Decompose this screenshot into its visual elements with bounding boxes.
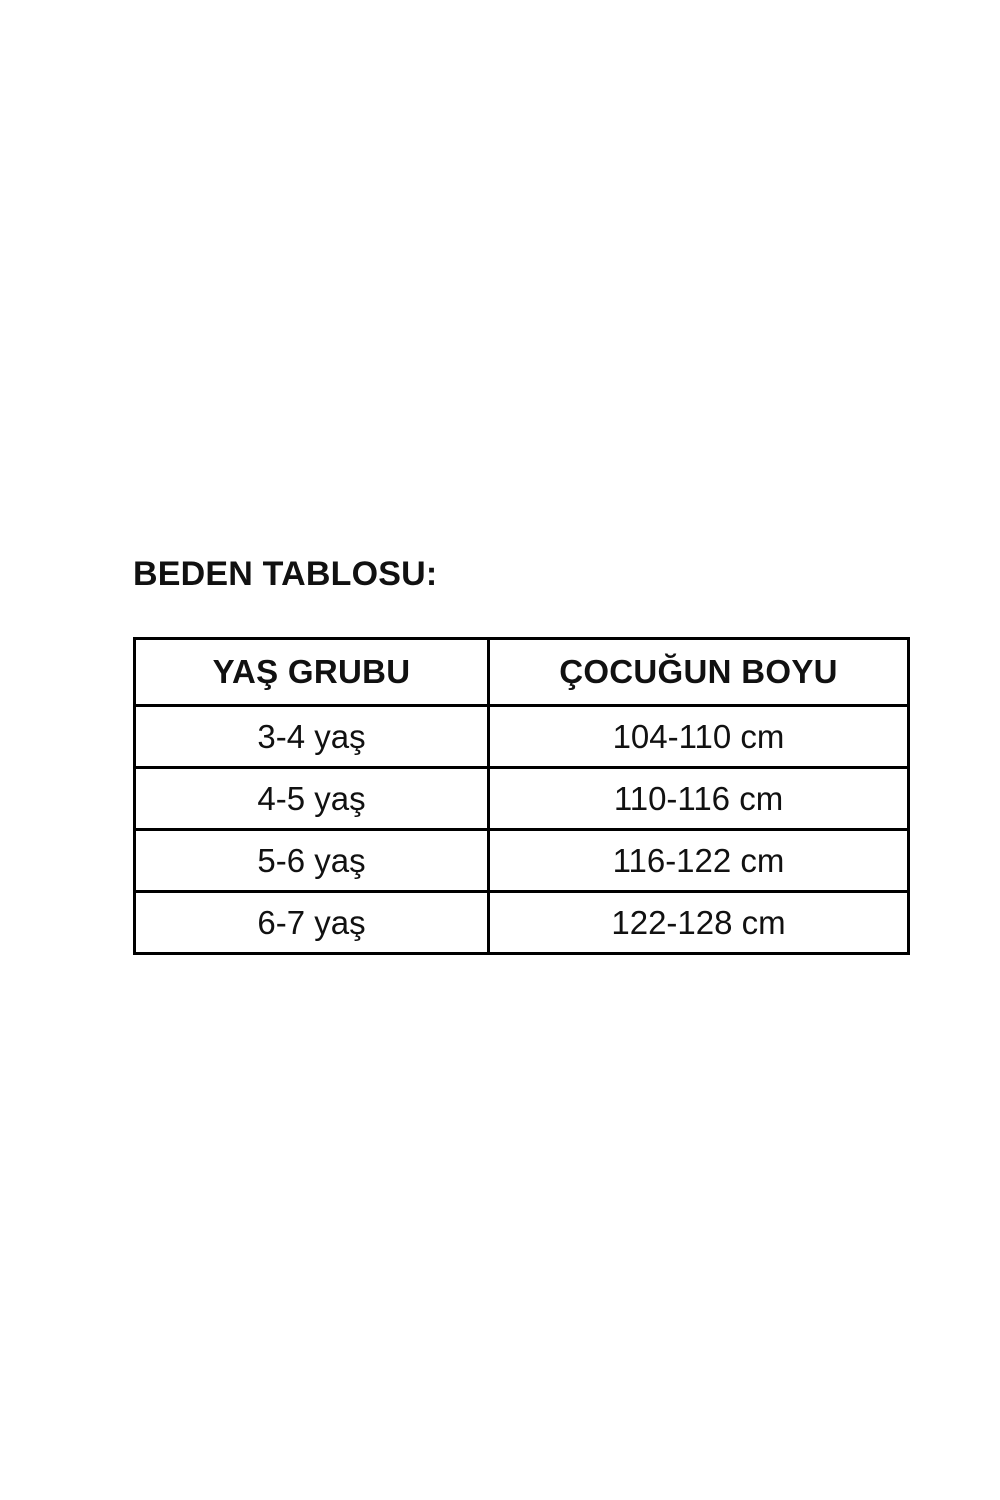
cell-age-group: 6-7 yaş xyxy=(135,892,489,954)
cell-age-group: 4-5 yaş xyxy=(135,768,489,830)
cell-child-height: 122-128 cm xyxy=(489,892,909,954)
column-header-child-height: ÇOCUĞUN BOYU xyxy=(489,639,909,706)
cell-child-height: 104-110 cm xyxy=(489,706,909,768)
page-title: BEDEN TABLOSU: xyxy=(133,555,438,593)
column-header-age-group: YAŞ GRUBU xyxy=(135,639,489,706)
size-table xyxy=(133,637,910,955)
size-table-head xyxy=(135,639,909,706)
size-chart-block xyxy=(133,556,901,955)
cell-age-group: 5-6 yaş xyxy=(135,830,489,892)
cell-child-height: 116-122 cm xyxy=(489,830,909,892)
size-table-body xyxy=(135,706,909,954)
cell-age-group: 3-4 yaş xyxy=(135,706,489,768)
table-row xyxy=(135,706,909,768)
table-row xyxy=(135,892,909,954)
table-row xyxy=(135,830,909,892)
table-row xyxy=(135,768,909,830)
table-header-row xyxy=(135,639,909,706)
cell-child-height: 110-116 cm xyxy=(489,768,909,830)
